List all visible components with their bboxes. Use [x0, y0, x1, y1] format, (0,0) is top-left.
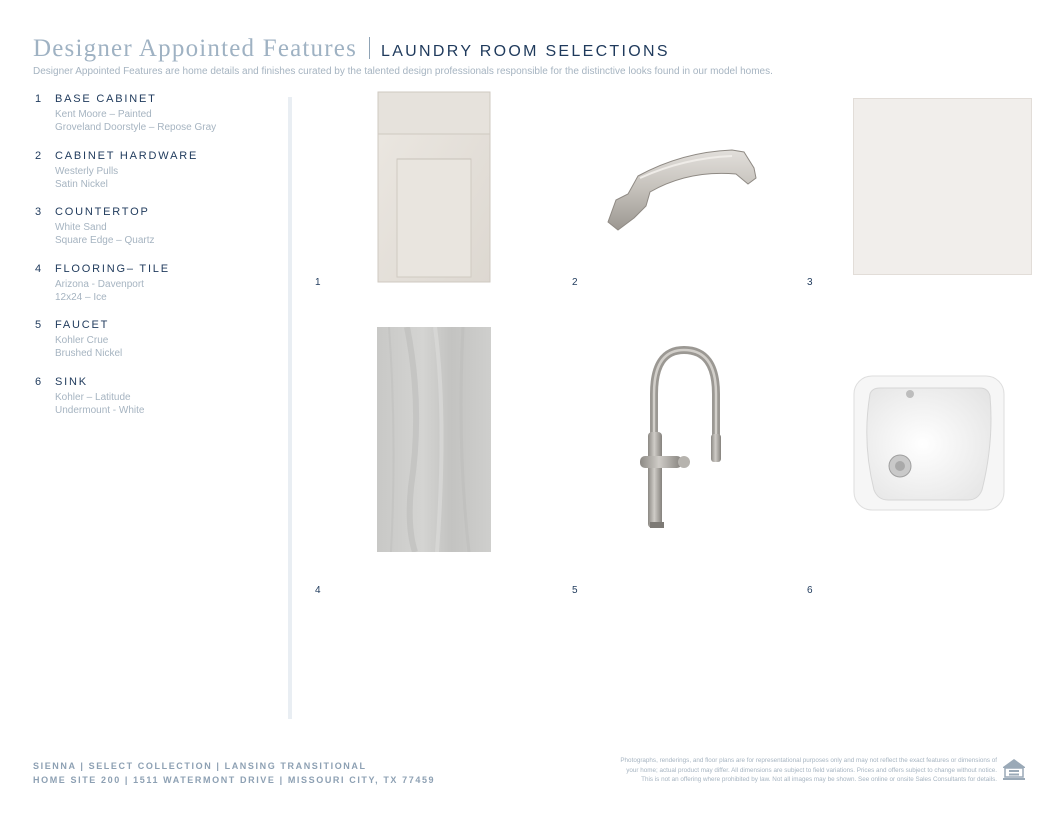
selection-detail: Brushed Nickel — [55, 348, 123, 359]
footer-collection-line: SIENNA | SELECT COLLECTION | LANSING TRANSITIONAL — [33, 761, 367, 771]
selection-detail: Square Edge – Quartz — [55, 235, 155, 246]
footer-disclaimer — [527, 756, 997, 785]
page-subtitle: LAUNDRY ROOM SELECTIONS — [381, 43, 670, 60]
selection-name: CABINET HARDWARE — [55, 149, 199, 162]
disclaimer-line: This is not an offering where prohibited by law. Not all images may be shown. See online or onsite Sales Consultants for details. — [641, 776, 997, 783]
title-divider — [369, 37, 370, 59]
footer-community — [33, 759, 435, 787]
intro-text: Designer Appointed Features are home details and finishes curated by the talented design professionals responsible for the distinctive looks found in our model homes. — [33, 66, 773, 77]
selection-number: 2 — [35, 149, 43, 162]
image-label: 4 — [315, 585, 321, 596]
selection-detail: Kohler – Latitude — [55, 391, 131, 403]
cabinet-door-image — [377, 91, 491, 283]
vertical-divider — [288, 97, 292, 719]
countertop-swatch-image — [853, 98, 1033, 276]
selection-number: 5 — [35, 319, 43, 331]
image-label: 1 — [315, 277, 321, 288]
selection-detail: Arizona - Davenport — [55, 278, 144, 290]
selection-number: 4 — [35, 262, 43, 275]
selection-number: 1 — [35, 93, 43, 105]
selection-number: 3 — [35, 206, 43, 218]
disclaimer-line: your home; actual product may differ. All dimensions are subject to field variations. Prices and offers subject to change without notice. — [626, 766, 997, 774]
image-label: 2 — [572, 277, 578, 288]
selection-detail: Kohler Crue — [55, 335, 109, 346]
page-title: Designer Appointed Features — [33, 35, 358, 62]
image-label: 3 — [807, 277, 813, 288]
selection-detail: Groveland Doorstyle – Repose Gray — [55, 122, 217, 133]
equal-housing-opportunity-icon — [1001, 757, 1027, 781]
selection-name: SINK — [55, 375, 88, 388]
selection-detail: 12x24 – Ice — [55, 291, 107, 303]
selection-detail: Westerly Pulls — [55, 165, 119, 177]
selection-item — [35, 376, 275, 433]
selection-detail: White Sand — [55, 222, 107, 233]
selection-list — [35, 93, 275, 432]
selection-name: FLOORING– TILE — [55, 262, 170, 275]
page-header — [33, 34, 670, 63]
selection-item — [35, 263, 275, 320]
selection-name: FAUCET — [55, 319, 110, 331]
faucet-image — [636, 344, 732, 530]
footer-address-line: HOME SITE 200 | 1511 WATERMONT DRIVE | MISSOURI CITY, TX 77459 — [33, 775, 436, 785]
selection-item — [35, 319, 275, 376]
selection-detail: Kent Moore – Painted — [55, 109, 152, 120]
tile-swatch-image — [377, 327, 491, 552]
cabinet-pull-image — [604, 144, 760, 234]
selection-detail: Satin Nickel — [55, 178, 108, 190]
selection-name: COUNTERTOP — [55, 206, 150, 218]
selection-name: BASE CABINET — [55, 93, 157, 105]
disclaimer-line: Photographs, renderings, and floor plans are for representational purposes only and may not reflect the exact features or dimensions of — [620, 757, 997, 764]
selection-item — [35, 150, 275, 207]
selection-number: 6 — [35, 375, 43, 388]
sink-image — [852, 372, 1008, 516]
selection-item — [35, 206, 275, 263]
selection-detail: Undermount - White — [55, 404, 145, 416]
image-label: 6 — [807, 585, 813, 596]
image-label: 5 — [572, 585, 578, 596]
selection-item — [35, 93, 275, 150]
